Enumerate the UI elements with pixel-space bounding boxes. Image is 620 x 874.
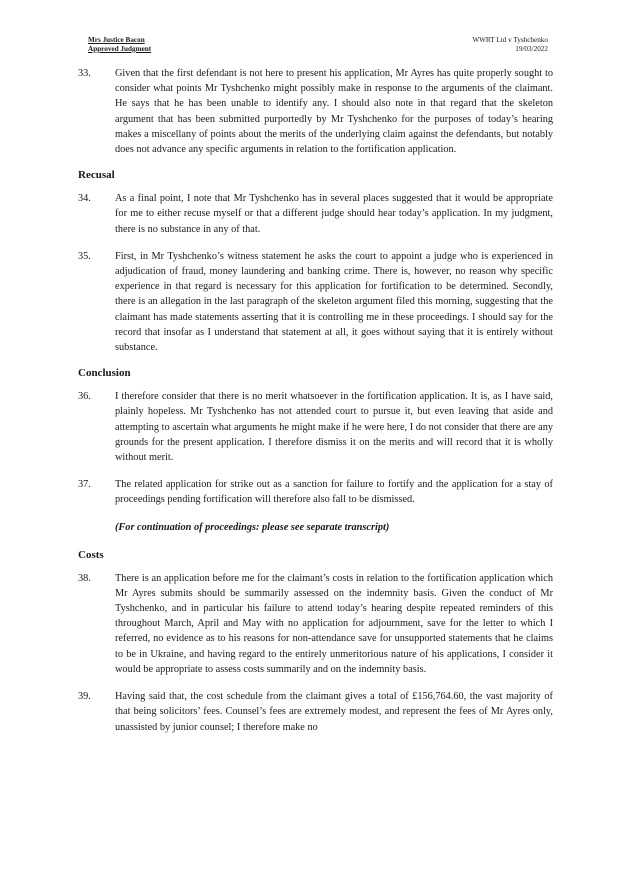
- paragraph-35: [0, 249, 620, 355]
- continuation-note: (For continuation of proceedings: please see separate transcript): [115, 521, 390, 533]
- paragraph-36: [0, 389, 620, 465]
- section-heading-costs: Costs: [78, 548, 104, 561]
- paragraph-34: [0, 191, 620, 237]
- header-left: [88, 36, 151, 53]
- paragraph-38: [0, 571, 620, 677]
- paragraph-number: 39.: [78, 691, 91, 703]
- paragraph-37: [0, 477, 620, 507]
- judgment-body: [0, 66, 620, 747]
- paragraph-text: I therefore consider that there is no merit whatsoever in the fortification application. It is, as I have said, plainly hopeless. Mr Tyshchenko has not attended court to pursue it, but even leaving that aside and attempting to ascertain what arguments he might make if he were here, I do not consider that there are any grounds for the present application. I therefore dismiss it on the merits and will record that it is wholly without merit.: [115, 391, 553, 464]
- paragraph-number: 35.: [78, 250, 91, 262]
- paragraph-number: 33.: [78, 68, 91, 79]
- judgment-date: 19/03/2022: [515, 44, 548, 53]
- section-heading-conclusion: Conclusion: [78, 367, 131, 380]
- paragraph-number: 34.: [78, 193, 91, 205]
- paragraph-text: There is an application before me for the claimant’s costs in relation to the fortification application which Mr Ayres submits should be summarily assessed on the indemnity basis. Given the conduct of Mr Tyshchenko, and in particular his failure to attend today’s hearing despite repeated reminders of this throughout March, April and May with no application for adjournment, save for the letter to which I referred, no evidence as to his reasons for non-attendance save for unsupported statements that he claims to be in Ukraine, and having regard to the entirely unmeritorious nature of his applications, I consider it would be appropriate to assess costs summarily and on the indemnity basis.: [115, 572, 553, 675]
- paragraph-text: Given that the first defendant is not here to present his application, Mr Ayres has quite properly sought to consider what points Mr Tyshchenko might possibly make in response to the arguments of the claimant. He says that he has been unable to identify any. I should also note in that regard that the skeleton argument that has been submitted purportedly by Mr Tyshchenko for the purposes of today’s hearing makes a miscellany of points about the merits of the underlying claim against the defendants, but notably does not advance any specific arguments in relation to the fortification application.: [115, 68, 553, 156]
- paragraph-number: 37.: [78, 479, 91, 491]
- paragraph-33: [0, 66, 620, 157]
- judgment-status: Approved Judgment: [88, 44, 152, 53]
- paragraph-text: Having said that, the cost schedule from the claimant gives a total of £156,764.60, the vast majority of that being solicitors’ fees. Counsel’s fees are extremely modest, and represent the fees of Mr Ayres only, unassisted by junior counsel; I therefore make no: [115, 691, 553, 733]
- paragraph-number: 38.: [78, 572, 91, 584]
- paragraph-text: As a final point, I note that Mr Tyshchenko has in several places suggested that it would be appropriate for me to either recuse myself or that a different judge should hear today’s application. In my judgment, there is no substance in any of that.: [115, 193, 553, 235]
- paragraph-text: First, in Mr Tyshchenko’s witness statement he asks the court to appoint a judge who is experienced in adjudication of fraud, money laundering and banking crime. There is, however, no reason why specific experience in that regard is necessary for this application for fortification to be determined. Secondly, there is an allegation in the last paragraph of the skeleton argument filed this morning, suggesting that the claimant has made statements asserting that it is controlling me in these proceedings. I should say for the record that insofar as I understand that statement at all, it goes without saying that it is entirely without substance.: [115, 250, 553, 354]
- header-right: [472, 36, 548, 53]
- judge-name: Mrs Justice Bacon: [88, 36, 145, 44]
- paragraph-text: The related application for strike out as a sanction for failure to fortify and the application for a stay of proceedings pending fortification will therefore also fall to be dismissed.: [115, 479, 553, 506]
- section-heading-recusal: Recusal: [78, 169, 115, 182]
- case-name: WWRT Ltd v Tyshchenko: [472, 36, 548, 44]
- paragraph-39: [0, 689, 620, 735]
- paragraph-number: 36.: [78, 391, 91, 403]
